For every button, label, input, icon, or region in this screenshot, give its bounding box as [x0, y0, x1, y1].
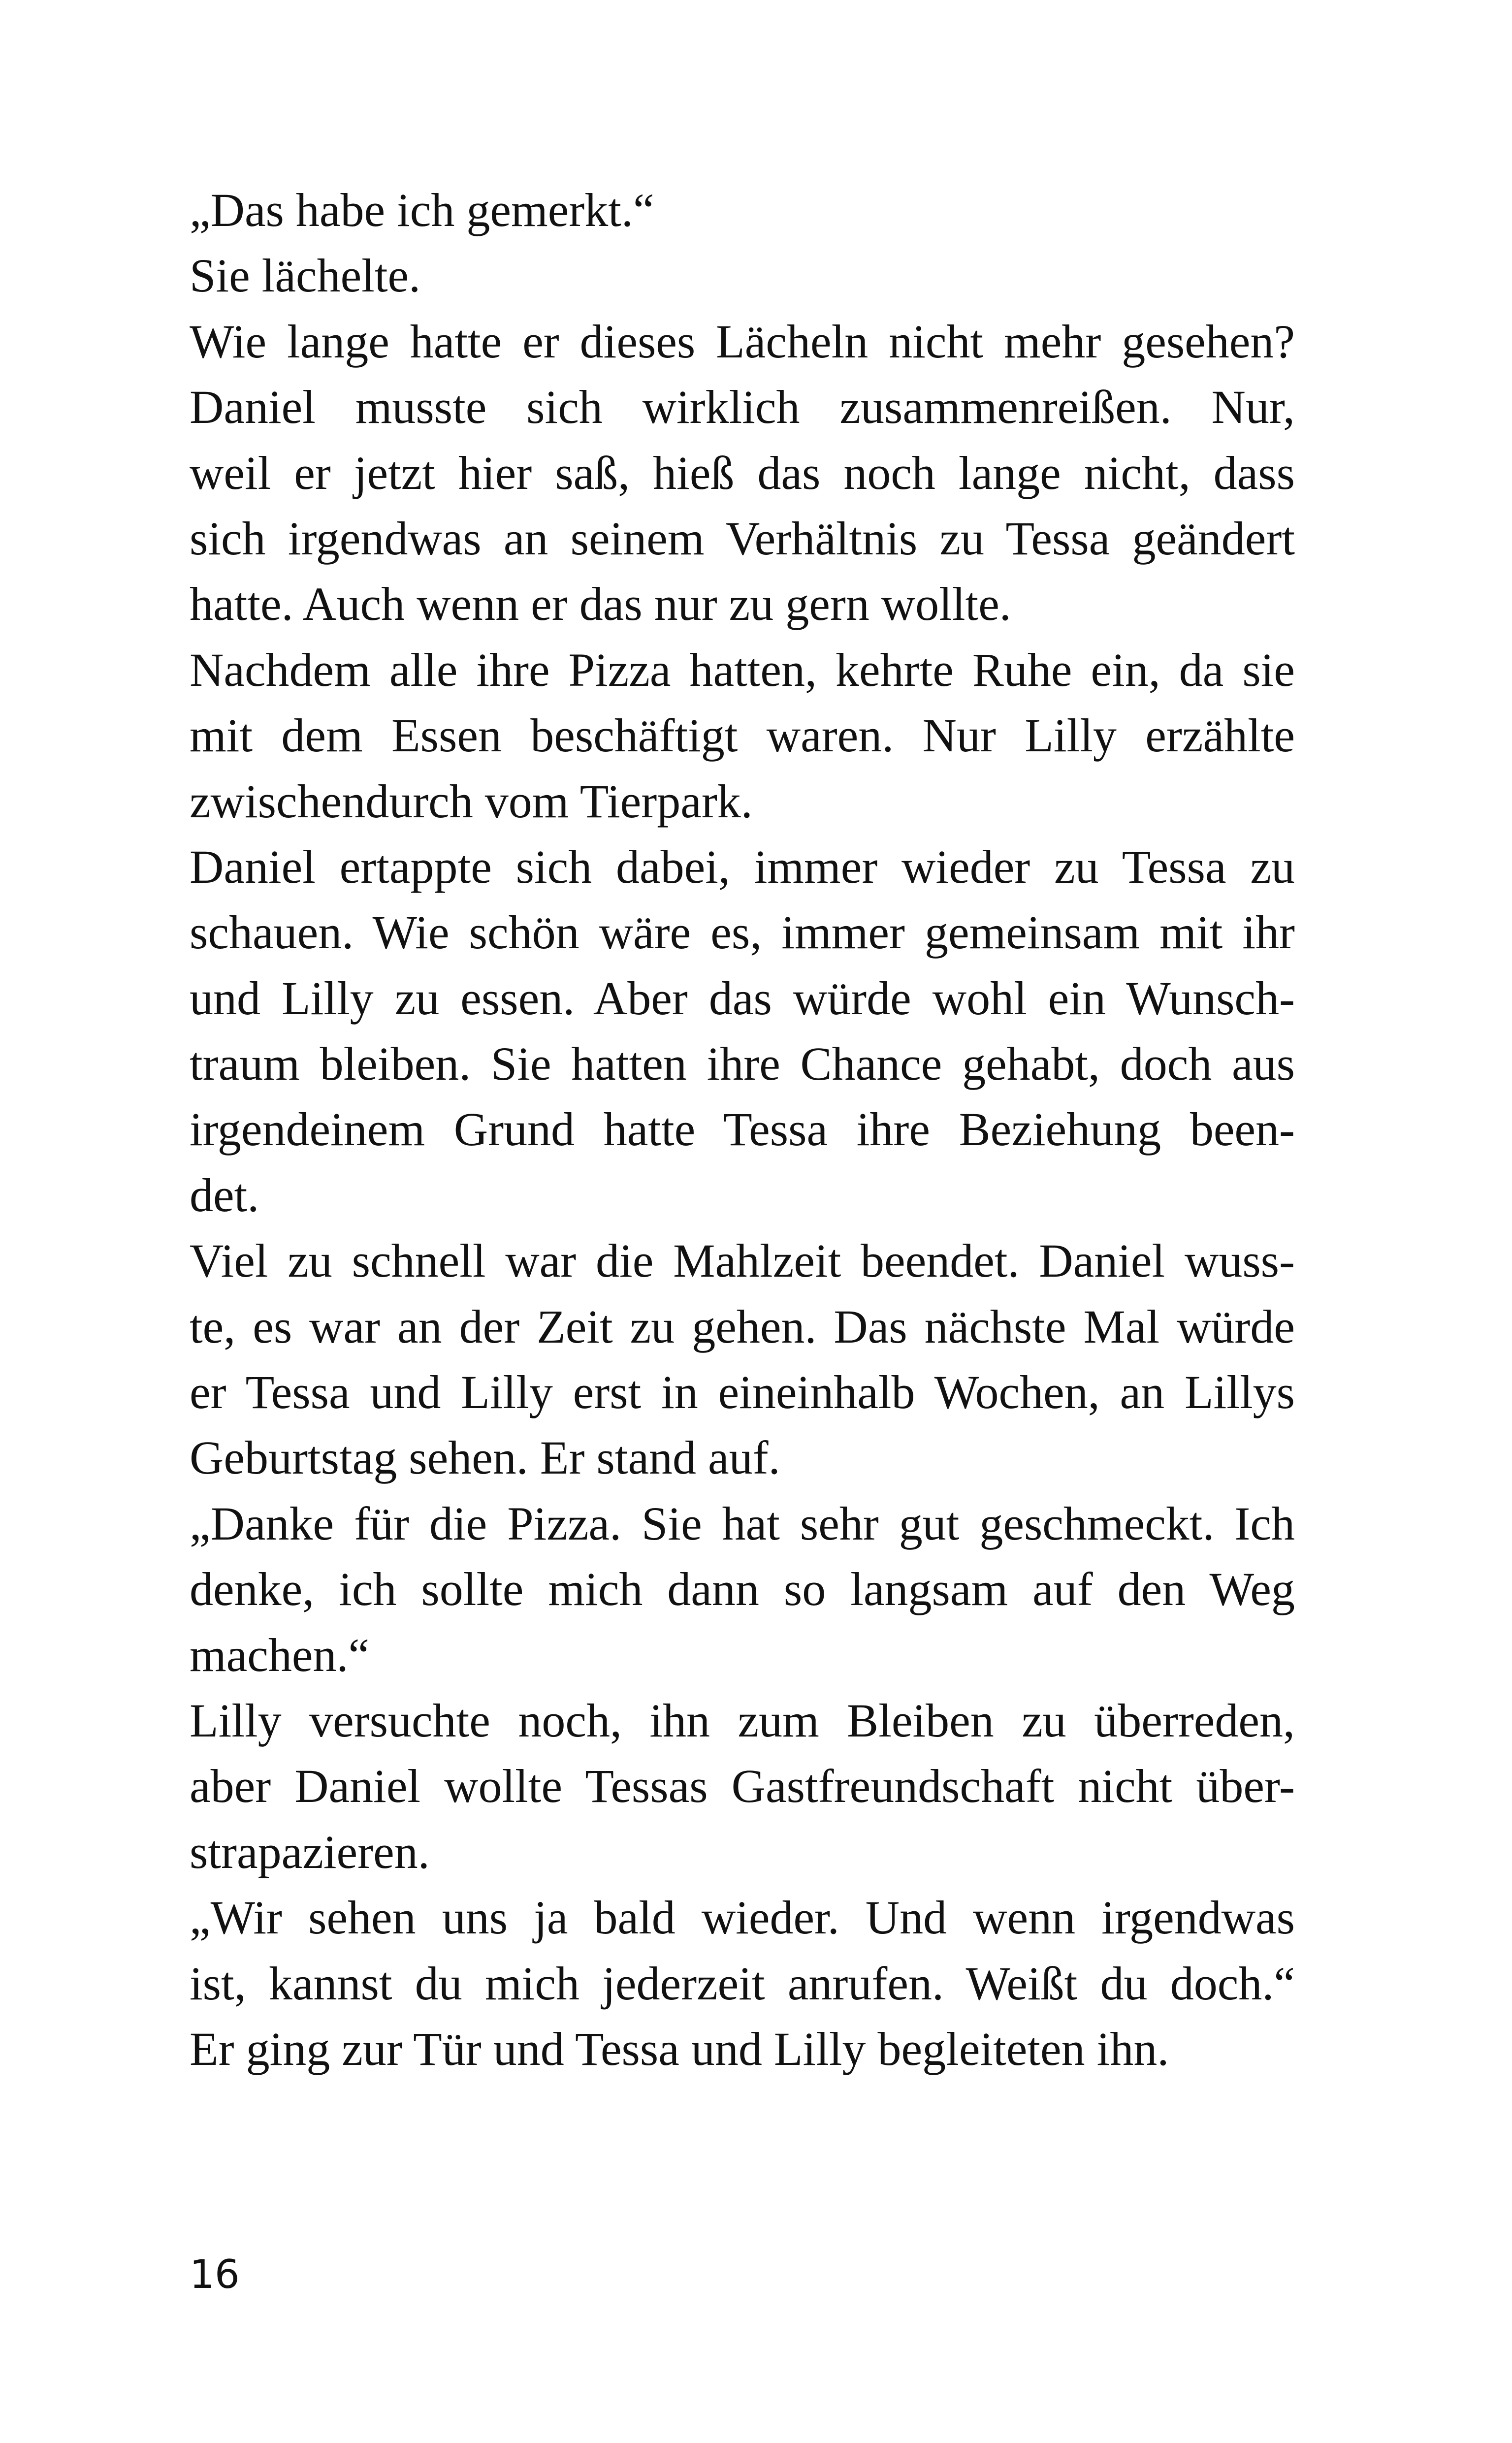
text-line: strapazieren. — [190, 1825, 430, 1878]
text-line: Daniel ertappte sich dabei, immer wieder zu Tessa zu — [190, 840, 1295, 893]
text-line: und Lilly zu essen. Aber das würde wohl ein Wunsch- — [190, 971, 1295, 1025]
text-line: aber Daniel wollte Tessas Gastfreundschaft nicht über- — [190, 1760, 1295, 1813]
text-line: Er ging zur Tür und Tessa und Lilly begleiteten ihn. — [190, 2022, 1169, 2075]
text-line: machen.“ — [190, 1628, 370, 1681]
text-line: Daniel musste sich wirklich zusammenreißen. Nur, — [190, 381, 1295, 434]
text-line: Lilly versuchte noch, ihn zum Bleiben zu überreden, — [190, 1694, 1295, 1747]
text-line: ist, kannst du mich jederzeit anrufen. Weißt du doch.“ — [190, 1957, 1295, 2010]
text-line: „Danke für die Pizza. Sie hat sehr gut geschmeckt. Ich — [190, 1497, 1295, 1550]
text-line: zwischendurch vom Tierpark. — [190, 774, 753, 828]
page-number: 16 — [190, 2251, 240, 2297]
text-line: irgendeinem Grund hatte Tessa ihre Beziehung been- — [190, 1103, 1295, 1156]
text-line: det. — [190, 1168, 259, 1222]
text-line: sich irgendwas an seinem Verhältnis zu Tessa geändert — [190, 512, 1295, 565]
text-line: er Tessa und Lilly erst in eineinhalb Wochen, an Lillys — [190, 1366, 1295, 1419]
text-line: Viel zu schnell war die Mahlzeit beendet. Daniel wuss- — [190, 1234, 1295, 1287]
text-line: weil er jetzt hier saß, hieß das noch lange nicht, dass — [190, 446, 1295, 499]
text-line: te, es war an der Zeit zu gehen. Das nächste Mal würde — [190, 1300, 1295, 1353]
body-text — [190, 177, 1295, 2082]
text-line: mit dem Essen beschäftigt waren. Nur Lilly erzählte — [190, 709, 1295, 762]
text-line: Sie lächelte. — [190, 249, 421, 302]
text-line: schauen. Wie schön wäre es, immer gemeinsam mit ihr — [190, 906, 1295, 959]
text-line: Wie lange hatte er dieses Lächeln nicht mehr gesehen? — [190, 315, 1295, 368]
text-line: „Das habe ich gemerkt.“ — [190, 184, 654, 236]
text-line: traum bleiben. Sie hatten ihre Chance gehabt, doch aus — [190, 1037, 1295, 1091]
text-line: hatte. Auch wenn er das nur zu gern wollte. — [190, 578, 1011, 631]
text-line: „Wir sehen uns ja bald wieder. Und wenn irgendwas — [190, 1891, 1295, 1944]
text-line: Nachdem alle ihre Pizza hatten, kehrte Ruhe ein, da sie — [190, 643, 1295, 696]
text-line: Geburtstag sehen. Er stand auf. — [190, 1431, 780, 1484]
text-line: denke, ich sollte mich dann so langsam auf den Weg — [190, 1563, 1295, 1616]
